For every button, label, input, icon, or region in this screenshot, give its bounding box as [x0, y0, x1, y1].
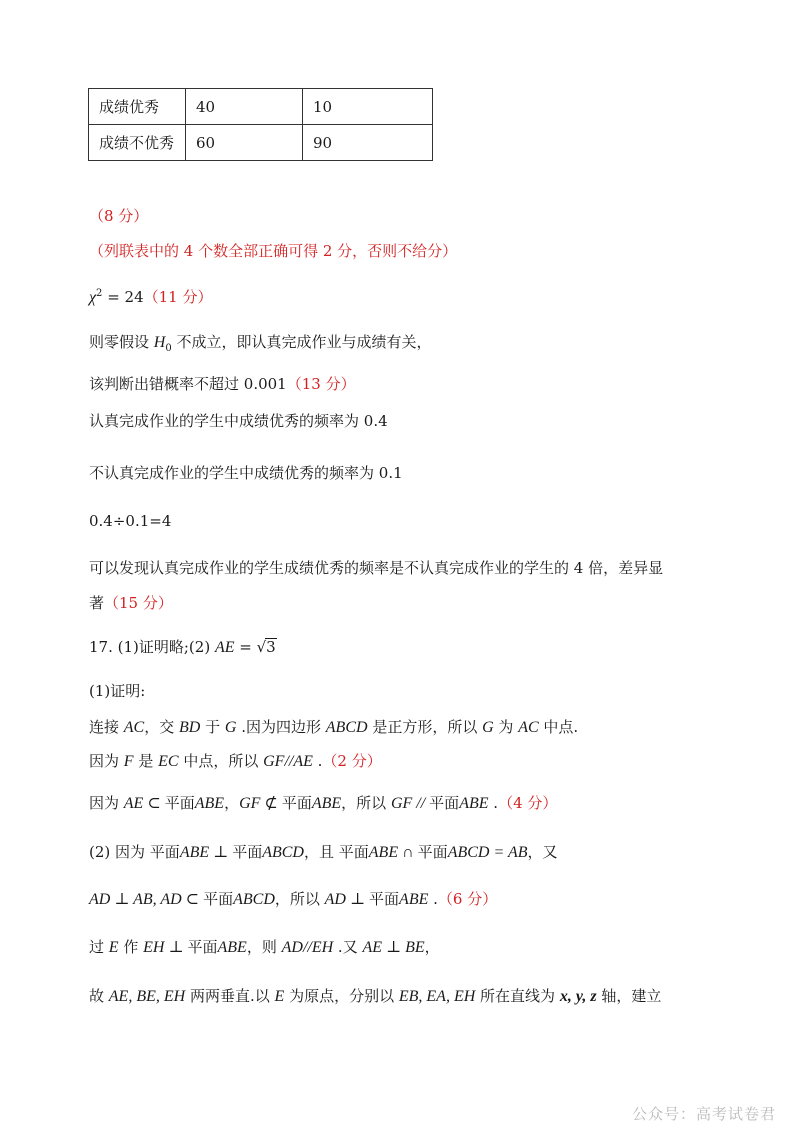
text: 平面 [417, 843, 448, 861]
text: 于 [200, 718, 225, 736]
math: G [224, 719, 237, 736]
text: 平面 [429, 794, 460, 812]
text: 不成立，即认真完成作业与成绩有关， [171, 333, 432, 351]
text: 平面 [338, 843, 369, 861]
text: 则零假设 [89, 333, 154, 351]
text: 该判断出错概率不超过 0.001 [89, 375, 287, 393]
math: ABCD [325, 719, 368, 736]
math: ABE [399, 891, 429, 908]
math: ∩ [398, 844, 418, 861]
math: F [123, 753, 134, 770]
hypothesis-line [89, 331, 432, 360]
math: AE, BE, EH [108, 988, 186, 1005]
math: AC [123, 719, 145, 736]
q17-answer-line [89, 636, 277, 659]
h-symbol: H [153, 334, 166, 351]
text: .因为四边形 [236, 718, 326, 736]
math: GF // [390, 795, 430, 812]
scoring-rule-note: （列联表中的 4 个数全部正确可得 2 分，否则不给分） [89, 242, 458, 260]
math: AC [518, 719, 539, 736]
table-row [89, 125, 433, 161]
math: E [274, 988, 285, 1005]
conclusion-line-cont [89, 592, 173, 614]
proof-line-1 [89, 716, 578, 739]
text: 过 [89, 938, 109, 956]
text: 为原点，分别以 [284, 987, 399, 1005]
text: 平面 [149, 843, 180, 861]
text: 为 [493, 718, 519, 736]
math: AD ⊥ [324, 891, 370, 908]
math: AE ⊥ BE [362, 939, 425, 956]
text: 著 [89, 594, 105, 612]
text: . [488, 794, 499, 812]
math: ABE [368, 844, 399, 861]
text: ， [424, 938, 440, 956]
text: 是正方形，所以 [367, 718, 483, 736]
math: ⊥ [209, 844, 233, 861]
text: 平面 [203, 890, 234, 908]
chi-square-line [89, 283, 212, 309]
table-cell: 60 [186, 125, 303, 161]
math: AD ⊥ AB, AD ⊂ [89, 891, 204, 908]
math: AE [214, 639, 235, 656]
text: ，所以 [341, 794, 391, 812]
math: ABE [311, 795, 342, 812]
proof-line-2 [89, 750, 382, 773]
math: GF//AE [263, 753, 313, 770]
text: ，且 [303, 843, 339, 861]
text: 因为 [89, 752, 124, 770]
watermark: 公众号：高考试卷君 [631, 1105, 776, 1123]
table-cell: 10 [303, 89, 433, 125]
text: 两两垂直.以 [185, 987, 275, 1005]
text: 平面 [281, 794, 312, 812]
score-note-6: （6 分） [437, 890, 498, 908]
math: AD//EH [281, 939, 334, 956]
text: 所在直线为 [475, 987, 560, 1005]
sqrt-radicand: 3 [266, 638, 276, 656]
text: 是 [133, 752, 159, 770]
score-note-11: （11 分） [143, 288, 213, 306]
text: 轴，建立 [596, 987, 662, 1005]
text: 平面 [164, 794, 195, 812]
error-probability-line [89, 373, 356, 395]
text: 中点，所以 [178, 752, 264, 770]
math: ABCD [233, 891, 275, 908]
math: E [108, 939, 119, 956]
h-subscript: 0 [165, 343, 172, 354]
math: ABE [217, 939, 247, 956]
math: EC [158, 753, 179, 770]
text: 平面 [369, 890, 400, 908]
score-note-13: （13 分） [286, 375, 356, 393]
text: 17. (1)证明略;(2) [89, 638, 215, 656]
text: ，所以 [274, 890, 325, 908]
math: ABE [179, 844, 210, 861]
text: = [234, 638, 257, 656]
score-note-2: （2 分） [322, 752, 382, 770]
frequency-line-1: 认真完成作业的学生中成绩优秀的频率为 0.4 [89, 412, 388, 430]
chi-exponent: 2 [96, 288, 103, 299]
contingency-table [88, 88, 433, 161]
text: (2) 因为 [89, 843, 150, 861]
ratio-line: 0.4÷0.1=4 [89, 512, 172, 530]
text: ， [224, 794, 240, 812]
math: BD [179, 719, 201, 736]
math: G [482, 719, 494, 736]
text: ，则 [246, 938, 282, 956]
chi-value: = 24 [102, 288, 144, 306]
frequency-line-2: 不认真完成作业的学生中成绩优秀的频率为 0.1 [89, 464, 403, 482]
table-cell: 成绩不优秀 [89, 125, 186, 161]
proof-line-3 [89, 792, 557, 815]
conclusion-line: 可以发现认真完成作业的学生成绩优秀的频率是不认真完成作业的学生的 4 倍，差异显 [89, 559, 664, 577]
text: .又 [333, 938, 363, 956]
text: 平面 [232, 843, 263, 861]
text: 连接 [89, 718, 124, 736]
text: 因为 [89, 794, 124, 812]
proof-line-4 [89, 841, 558, 864]
math: ABCD = AB [447, 844, 528, 861]
table-cell: 90 [303, 125, 433, 161]
text: 作 [118, 938, 144, 956]
text: 平面 [187, 938, 218, 956]
math: GF ⊄ [239, 795, 282, 812]
score-note-15: （15 分） [104, 594, 173, 612]
score-note-8: （8 分） [89, 207, 149, 225]
text: 故 [89, 987, 109, 1005]
chi-symbol: χ [89, 289, 97, 306]
math: EB, EA, EH [398, 988, 476, 1005]
text: . [312, 752, 323, 770]
math: AE ⊂ [123, 795, 165, 812]
math: EH ⊥ [143, 939, 188, 956]
proof-line-7 [89, 985, 661, 1008]
text: 中点. [538, 718, 579, 736]
math: ABE [459, 795, 489, 812]
text: ，又 [527, 843, 558, 861]
table-row [89, 89, 433, 125]
math: x, y, z [559, 988, 597, 1005]
proof-heading: (1)证明: [89, 682, 146, 700]
math: ABCD [262, 844, 304, 861]
proof-line-6 [89, 936, 440, 959]
text: . [428, 890, 438, 908]
score-note-4: （4 分） [498, 794, 558, 812]
text: ，交 [144, 718, 180, 736]
proof-line-5 [89, 888, 497, 911]
sqrt-sign: √ [256, 638, 267, 656]
table-cell: 40 [186, 89, 303, 125]
table-cell: 成绩优秀 [89, 89, 186, 125]
math: ABE [194, 795, 225, 812]
